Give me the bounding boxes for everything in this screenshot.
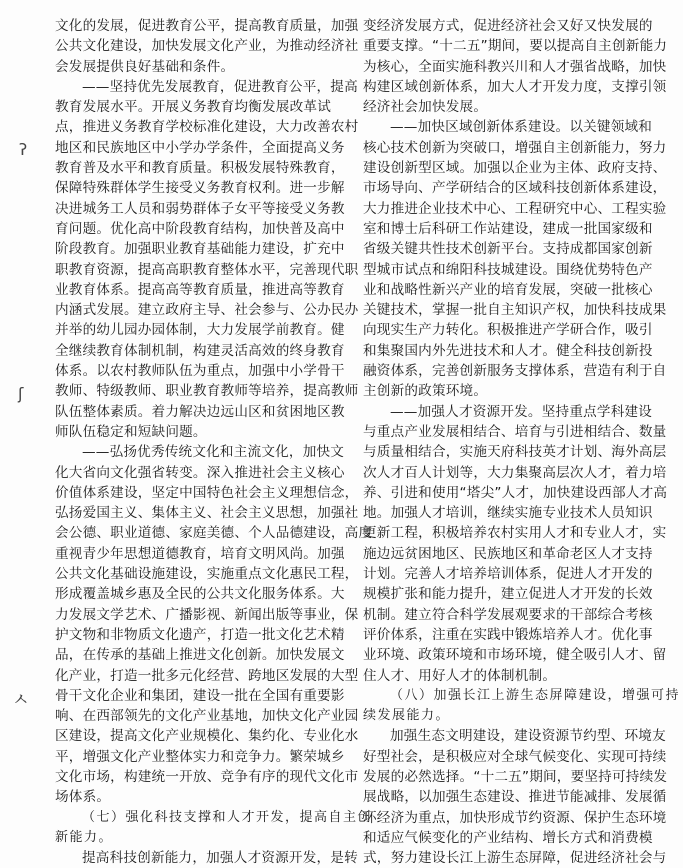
text-line: 向现实生产力转化。积极推进产学研合作，吸引 — [363, 322, 653, 339]
text-line: 公共文化建设，加快发展文化产业，为推动经济社 — [55, 38, 359, 55]
text-line: 构建区域创新体系，加大人才开发力度，支撑引领 — [363, 78, 667, 95]
text-line: 形成覆盖城乡惠及全民的公共文化服务体系。大 — [55, 586, 345, 603]
text-line: ——加快区域创新体系建设。以关键领域和 — [390, 119, 653, 136]
text-line: 教师、特级教师、职业教育教师等培养，提高教师 — [55, 383, 359, 400]
text-line: 与质量相结合，实施天府科技英才计划、海外高层 — [363, 444, 667, 461]
text-line: 响、在西部领先的文化产业基地，加快文化产业园 — [55, 708, 359, 725]
text-line: 环经济为重点，加快形成节约资源、保护生态环境 — [363, 809, 667, 826]
text-line: 主创新的政策环境。 — [363, 383, 488, 400]
text-line: 机制。建立符合科学发展观要求的干部综合考核 — [363, 606, 653, 623]
text-line: 平，增强文化产业整体实力和竞争力。繁荣城乡 — [55, 748, 345, 765]
text-line: 更新工程，积极培养农村实用人才和专业人才，实 — [363, 525, 667, 542]
text-line: ——坚持优先发展教育，促进教育公平，提高 — [82, 78, 358, 95]
text-line: 规模扩张和能力提升，建立促进人才开发的长效 — [363, 586, 653, 603]
text-line: 并举的幼儿园办园体制，大力发展学前教育。健 — [55, 322, 345, 339]
text-line: 化大省向文化强省转变。深入推进社会主义核心 — [55, 464, 345, 481]
text-line: 好型社会，是积极应对全球气候变化、实现可持续 — [363, 748, 667, 765]
text-line: 护文物和非物质文化遗产，打造一批文化艺术精 — [55, 626, 345, 643]
handwritten-mark-icon: ʔ — [19, 140, 28, 159]
text-line: 公共文化基础设施建设，实施重点文化惠民工程， — [55, 566, 359, 583]
section-heading-line: 续发展能力。 — [363, 708, 451, 724]
text-line: 品，在传承的基础上推进文化创新。加快发展文 — [55, 647, 345, 664]
text-line: 室和博士后科研工作站建设，建成一批国家级和 — [363, 220, 653, 237]
text-line: 育问题。优化高中阶段教育结构，加快普及高中 — [55, 220, 345, 237]
text-line: 次人才百人计划等，大力集聚高层次人才，着力培 — [363, 464, 667, 481]
text-line: 式，努力建设长江上游生态屏障，促进经济社会与 — [363, 850, 667, 867]
text-line: 化产业，打造一批多元化经营、跨地区发展的大型 — [55, 667, 359, 684]
text-line: 和适应气候变化的产业结构、增长方式和消费模 — [363, 829, 653, 846]
text-line: 建设创新型区域。加强以企业为主体、政府支持、 — [363, 160, 667, 177]
text-line: 会公德、职业道德、家庭美德、个人品德建设，高度 — [55, 525, 373, 542]
text-line: 和集聚国内外先进技术和人才。健全科技创新投 — [363, 342, 653, 359]
text-line: 评价体系，注重在实践中锻炼培养人才。优化事 — [363, 626, 653, 643]
section-heading-line: （七）强化科技支撑和人才开发，提高自主创 — [82, 809, 373, 825]
text-line: 场体系。 — [55, 789, 111, 806]
text-line: 全继续教育体制机制，构建灵活高效的终身教育 — [55, 342, 345, 359]
text-line: 重视青少年思想道德教育，培育文明风尚。加强 — [55, 545, 345, 562]
text-line: 施边远贫困地区、民族地区和革命老区人才支持 — [363, 545, 653, 562]
text-line: 力发展文学艺术、广播影视、新闻出版等事业，保 — [55, 606, 359, 623]
text-line: 阶段教育。加强职业教育基础能力建设，扩充中 — [55, 241, 345, 258]
text-line: 变经济发展方式，促进经济社会又好又快发展的 — [363, 18, 653, 34]
text-line: 业教育体系。提高高等教育质量，推进高等教育 — [55, 281, 345, 298]
text-line: 文化的发展，促进教育公平，提高教育质量，加强 — [55, 18, 359, 34]
text-line: 决进城务工人员和弱势群体子女平等接受义务教 — [55, 200, 345, 217]
text-line: 师队伍稳定和短缺问题。 — [55, 423, 207, 440]
text-line: 内涵式发展。建立政府主导、社会参与、公办民办 — [55, 302, 359, 319]
text-line: 业环境、政策环境和市场环境，健全吸引人才、留 — [363, 647, 667, 664]
text-line: 计划。完善人才培养培训体系，促进人才开发的 — [363, 566, 653, 583]
text-line: 发展的必然选择。“十二五”期间，要坚持可持续发 — [363, 768, 668, 785]
text-line: 关键技术，掌握一批自主知识产权，加快科技成果 — [363, 302, 667, 319]
text-line: 体系。以农村教师队伍为重点，加强中小学骨干 — [55, 363, 345, 380]
text-line: 弘扬爱国主义、集体主义、社会主义思想，加强社 — [55, 505, 359, 522]
text-line: 为核心，全面实施科教兴川和人才强省战略，加快 — [363, 58, 667, 75]
text-line: 地区和民族地区中小学办学条件，全面提高义务 — [55, 139, 345, 156]
text-line: 职教育资源，提高高职教育整体水平，完善现代职 — [55, 261, 359, 278]
left-column — [55, 16, 373, 868]
text-line: 省级关键共性技术创新平台。支持成都国家创新 — [363, 241, 653, 258]
right-column — [363, 16, 681, 868]
text-line: 队伍整体素质。着力解决边远山区和贫困地区教 — [55, 403, 345, 420]
section-heading-line: （八）加强长江上游生态屏障建设，增强可持 — [390, 687, 681, 703]
handwritten-mark-icon: ʃ — [18, 384, 24, 403]
text-line: 融资体系，完善创新服务支撑体系，营造有利于自 — [363, 363, 667, 380]
text-line: 展战略，以加强生态建设、推进节能减排、发展循 — [363, 789, 667, 806]
text-line: ——弘扬优秀传统文化和主流文化，加快文 — [82, 444, 345, 461]
text-line: 大力推进企业技术中心、工程研究中心、工程实验 — [363, 200, 667, 217]
text-line: 会发展提供良好基础和条件。 — [55, 58, 235, 75]
text-line: 教育发展水平。开展义务教育均衡发展改革试 — [55, 99, 331, 116]
text-line: 点，推进义务教育学校标准化建设，大力改善农村 — [55, 119, 359, 136]
text-line: 区建设，提高文化产业规模化、集约化、专业化水 — [55, 728, 359, 745]
text-line: 地。加强人才培训，继续实施专业技术人员知识 — [363, 505, 653, 522]
text-line: ——加强人才资源开发。坚持重点学科建设 — [390, 403, 653, 420]
text-line: 经济社会加快发展。 — [363, 99, 488, 116]
text-line: 住人才、用好人才的体制机制。 — [363, 667, 557, 684]
text-line: 养、引进和使用“塔尖”人才，加快建设西部人才高 — [363, 484, 668, 501]
text-line: 提高科技创新能力，加强人才资源开发，是转 — [82, 850, 358, 867]
text-line: 价值体系建设，坚定中国特色社会主义理想信念， — [55, 484, 359, 501]
text-line: 文化市场，构建统一开放、竞争有序的现代文化市 — [55, 768, 359, 785]
text-line: 业和战略性新兴产业的培育发展，突破一批核心 — [363, 281, 653, 298]
text-line: 骨干文化企业和集团，建设一批在全国有重要影 — [55, 687, 345, 704]
text-line: 与重点产业发展相结合、培育与引进相结合、数量 — [363, 423, 667, 440]
handwritten-mark-icon: ㅅ — [12, 690, 30, 711]
text-line: 型城市试点和绵阳科技城建设。围绕优势特色产 — [363, 261, 653, 278]
text-line: 重要支撑。“十二五”期间，要以提高自主创新能力 — [363, 38, 668, 55]
section-heading-line: 新能力。 — [55, 829, 114, 845]
text-line: 核心技术创新为突破口，增强自主创新能力，努力 — [363, 139, 667, 156]
text-line: 保障特殊群体学生接受义务教育权利。进一步解 — [55, 180, 345, 197]
text-line: 教育普及水平和教育质量。积极发展特殊教育， — [55, 160, 345, 177]
text-line: 加强生态文明建设，建设资源节约型、环境友 — [390, 728, 666, 745]
text-line: 市场导向、产学研结合的区域科技创新体系建设， — [363, 180, 667, 197]
